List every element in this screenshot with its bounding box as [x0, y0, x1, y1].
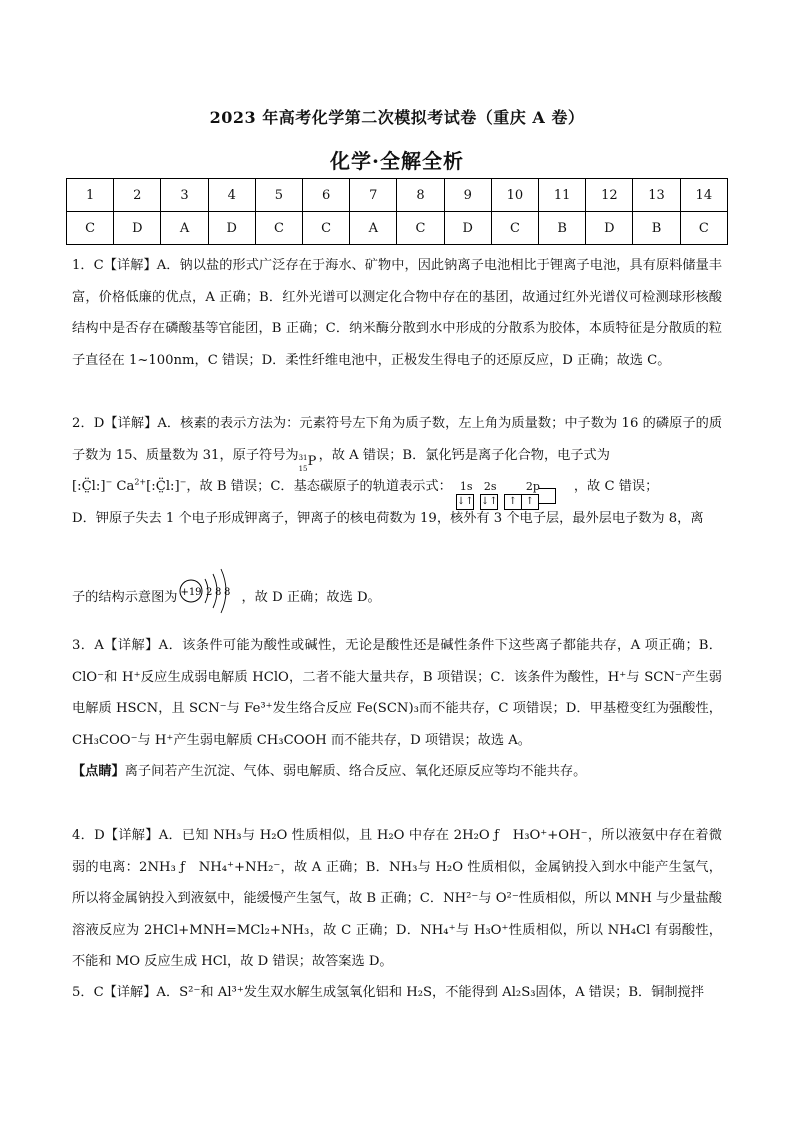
answer-table-answer-cell: C — [491, 212, 538, 245]
shell-3-electrons: 8 — [223, 587, 230, 598]
answer-table-answer-cell: C — [255, 212, 302, 245]
carbon-orbital-diagram: 1s 2s 2p ↓↑ ↓↑ ↑ ↑ — [456, 474, 574, 500]
answer-table-number-cell: 14 — [680, 179, 727, 212]
page-subtitle: 化学·全解全析 — [330, 149, 464, 173]
answer-table-number-cell: 3 — [161, 179, 208, 212]
answer-table-number-cell: 10 — [491, 179, 538, 212]
question-3-note: 离子间若产生沉淀、气体、弱电解质、络合反应、氧化还原反应等均不能共存。 — [124, 764, 587, 779]
answer-table-answer-row — [67, 212, 728, 245]
question-2-text-e: D．钾原子失去 1 个电子形成钾离子，钾离子的核电荷数为 19，核外有 3 个电子层，最外层电子数为 8，离 — [72, 510, 704, 526]
question-5-label: 5．C【详解】 — [72, 985, 157, 1000]
answer-table-answer-cell: A — [350, 212, 397, 245]
answer-table-number-cell: 5 — [255, 179, 302, 212]
question-5-explanation — [72, 977, 722, 1009]
question-1-text: A．钠以盐的形式广泛存在于海水、矿物中，因此钠离子电池相比于锂离子电池，具有原料储量丰富，价格低廉的优点，A 正确；B．红外光谱可以测定化合物中存在的基团，故通过红外光谱仪可检测球形核酸结构中是否存在磷酸基等官能团，B 正确；C．纳米酶分散到水中形成的分散系为胶体，本质特征是分散质的粒子直径在 1~100nm，C 错误；D．柔性纤维电池中，正极发生得电子的还原反应，D 正确；故选 C。 — [72, 258, 722, 368]
question-4-label: 4．D【详解】 — [72, 828, 159, 843]
page-title: 2023 年高考化学第二次模拟考试卷（重庆 A 卷） — [209, 108, 585, 127]
answer-table-answer-cell: C — [680, 212, 727, 245]
question-2-explanation — [72, 408, 722, 534]
question-2-label: 2．D【详解】 — [72, 416, 158, 431]
question-2-text-f: 子的结构示意图为 — [72, 589, 178, 605]
answer-table-answer-cell: D — [114, 212, 161, 245]
nucleus-charge: +19 — [179, 587, 202, 598]
shell-2-electrons: 8 — [214, 587, 221, 598]
answer-table-number-cell: 13 — [633, 179, 680, 212]
answer-table-answer-cell: C — [67, 212, 114, 245]
answer-table-number-row — [67, 179, 728, 212]
answer-table-number-cell: 9 — [444, 179, 491, 212]
question-2-text-d: ，故 C 错误； — [573, 479, 659, 494]
answer-table-answer-cell: C — [397, 212, 444, 245]
shell-1-electrons: 2 — [205, 587, 212, 598]
question-2-text-a: A．核素的表示方法为：元素符号左下角为质子数，左上角为质量数；中子数为 16 的磷原子的质子数为 15、质量数为 31，原子符号为 — [72, 416, 723, 463]
cacl2-electron-formula: [:C̤̈l:]− $Ca^{2+}[:C̤̈l:]^-$ — [72, 477, 187, 494]
question-2-text-c: ，故 B 错误；C．基态碳原子的轨道表示式： — [186, 479, 452, 494]
answer-table-answer-cell: B — [633, 212, 680, 245]
answer-table-number-cell: 1 — [67, 179, 114, 212]
answer-table-number-cell: 8 — [397, 179, 444, 212]
answer-table — [66, 178, 728, 245]
question-4-explanation — [72, 820, 722, 978]
answer-table-answer-cell: D — [586, 212, 633, 245]
answer-table-answer-cell: B — [539, 212, 586, 245]
question-3-note-label: 【点睛】 — [72, 764, 125, 779]
question-3-label: 3．A【详解】 — [72, 638, 159, 653]
question-1-explanation — [72, 250, 722, 376]
answer-table-number-cell: 6 — [303, 179, 350, 212]
answer-table-number-cell: 11 — [539, 179, 586, 212]
question-3-explanation — [72, 630, 722, 788]
answer-table-answer-cell: A — [161, 212, 208, 245]
potassium-ion-structure-diagram — [178, 568, 242, 627]
answer-table-number-cell: 7 — [350, 179, 397, 212]
question-1-label: 1．C【详解】 — [72, 258, 157, 273]
isotope-symbol: 31 15 P — [298, 454, 317, 473]
question-5-text: A．S²⁻和 Al³⁺发生双水解生成氢氧化铝和 H₂S，不能得到 Al₂S₃固体，A 错误；B．铜制搅拌 — [156, 985, 704, 1000]
answer-table-number-cell: 12 — [586, 179, 633, 212]
answer-table-answer-cell: D — [444, 212, 491, 245]
question-2-continued — [72, 568, 722, 627]
answer-table-answer-cell: C — [303, 212, 350, 245]
question-2-text-b: ，故 A 错误；B．氯化钙是离子化合物，电子式为 — [318, 447, 610, 463]
question-2-text-g: ，故 D 正确；故选 D。 — [241, 589, 381, 605]
question-3-text: A．该条件可能为酸性或碱性，无论是酸性还是碱性条件下这些离子都能共存，A 项正确；B．ClO⁻和 H⁺反应生成弱电解质 HClO，二者不能大量共存，B 项错误；C．该条件为酸性，H⁺与 SCN⁻产生弱电解质 HSCN，且 SCN⁻与 Fe³⁺发生络合反应 Fe(SCN)₃而不能共存，C 项错误；D．甲基橙变红为强酸性，CH₃COO⁻与 H⁺产生弱电解质 CH₃COOH 而不能共存，D 项错误；故选 A。 — [72, 638, 722, 748]
answer-table-number-cell: 2 — [114, 179, 161, 212]
answer-table-answer-cell: D — [208, 212, 255, 245]
answer-table-number-cell: 4 — [208, 179, 255, 212]
question-4-text: A．已知 NH₃与 H₂O 性质相似，且 H₂O 中存在 2H₂O ƒ H₃O⁺+OH⁻，所以液氨中存在着微弱的电离：2NH₃ ƒ NH₄⁺+NH₂⁻，故 A 正确；B．NH₃与 H₂O 性质相似，金属钠投入到水中能产生氢气，所以将金属钠投入到液氨中，能缓慢产生氢气，故 B 正确；C．NH²⁻与 O²⁻性质相似，所以 MNH 与少量盐酸溶液反应为 2HCl+MNH=MCl₂+NH₃，故 C 正确；D．NH₄⁺与 H₃O⁺性质相似，所以 NH₄Cl 有弱酸性，不能和 MO 反应生成 HCl，故 D 错误；故答案选 D。 — [72, 828, 722, 969]
